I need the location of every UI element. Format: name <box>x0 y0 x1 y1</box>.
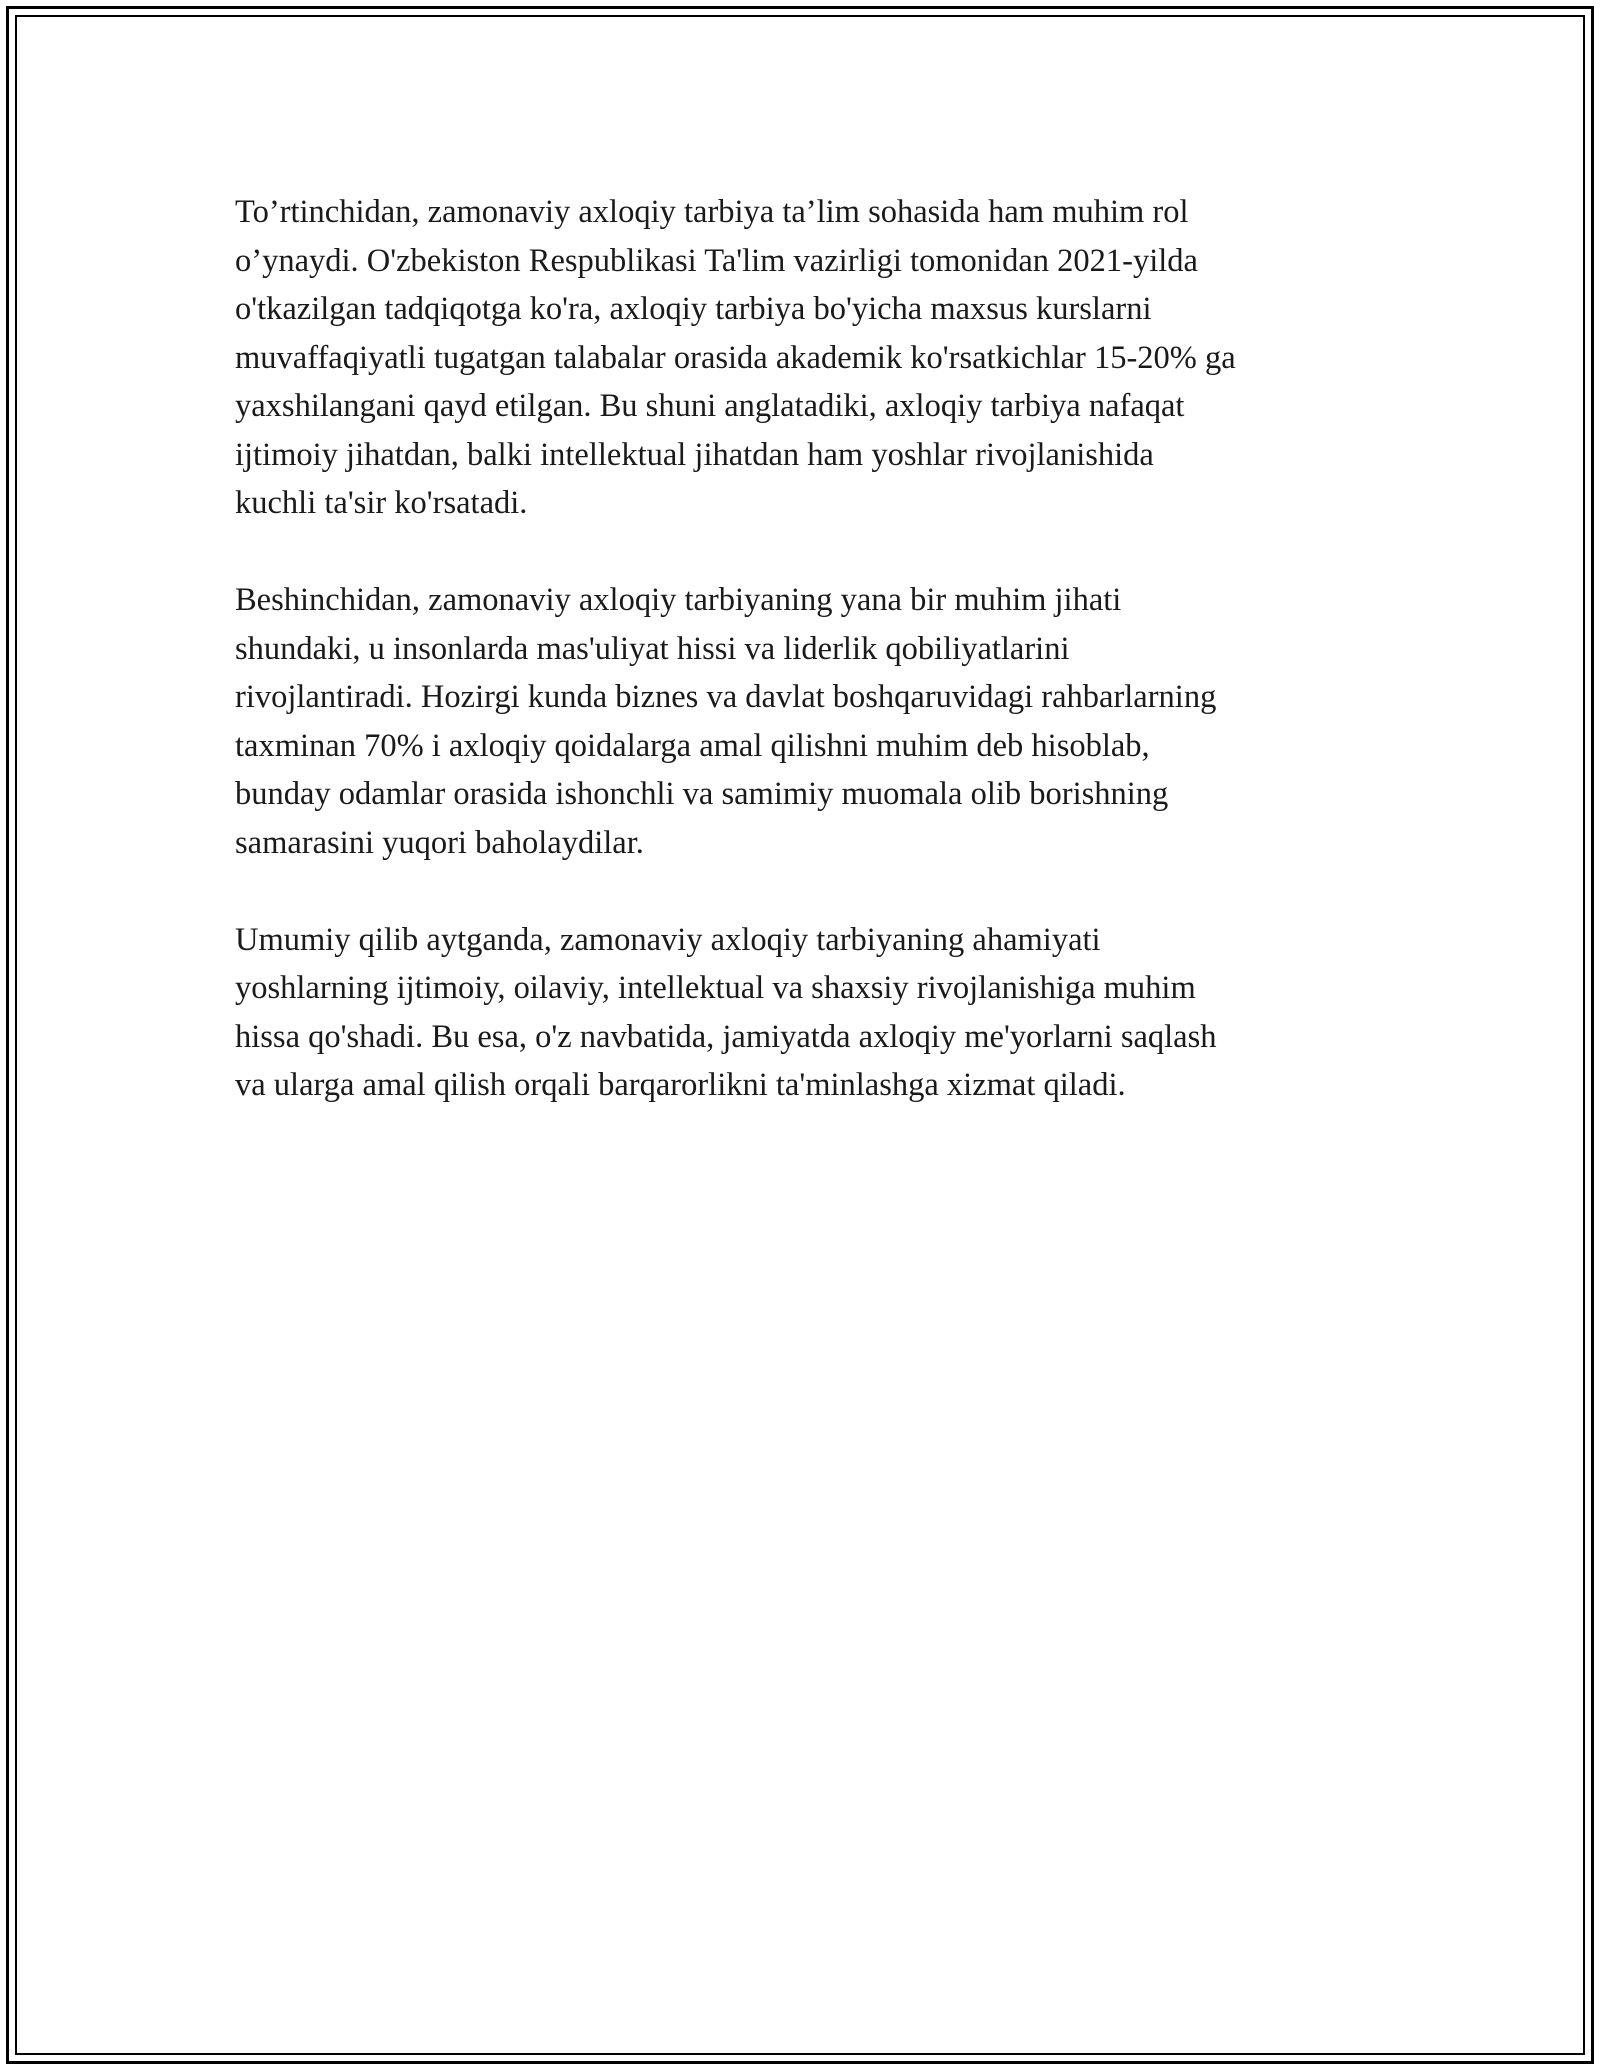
paragraph-fifthly: Beshinchidan, zamonaviy axloqiy tarbiyaning yana bir muhim jihati shundaki, u insonlarda mas'uliyat hissi va liderlik qobiliyatlarini rivojlantiradi. Hozirgi kunda biznes va davlat boshqaruvidagi rahbarlarning taxminan 70% i axloqiy qoidalarga amal qilishni muhim deb hisoblab, bunday odamlar orasida ishonchli va samimiy muomala olib borishning samarasini yuqori baholaydilar. <box>235 582 1217 861</box>
paragraph-fourthly: To’rtinchidan, zamonaviy axloqiy tarbiya ta’lim sohasida ham muhim rol o’ynaydi. O'zbekiston Respublikasi Ta'lim vazirligi tomonidan 2021-yilda o'tkazilgan tadqiqotga ko'ra, axloqiy tarbiya bo'yicha maxsus kurslarni muvaffaqiyatli tugatgan talabalar orasida akademik ko'rsatkichlar 15-20% ga yaxshilangani qayd etilgan. Bu shuni anglatadiki, axloqiy tarbiya nafaqat ijtimoiy jihatdan, balki intellektual jihatdan ham yoshlar rivojlanishida kuchli ta'sir ko'rsatadi. <box>235 194 1236 521</box>
document-body <box>235 188 1365 1158</box>
paragraph-conclusion: Umumiy qilib aytganda, zamonaviy axloqiy tarbiyaning ahamiyati yoshlarning ijtimoiy, oilaviy, intellektual va shaxsiy rivojlanishiga muhim hissa qo'shadi. Bu esa, o'z navbatida, jamiyatda axloqiy me'yorlarni saqlash va ularga amal qilish orqali barqarorlikni ta'minlashga xizmat qiladi. <box>235 921 1217 1103</box>
